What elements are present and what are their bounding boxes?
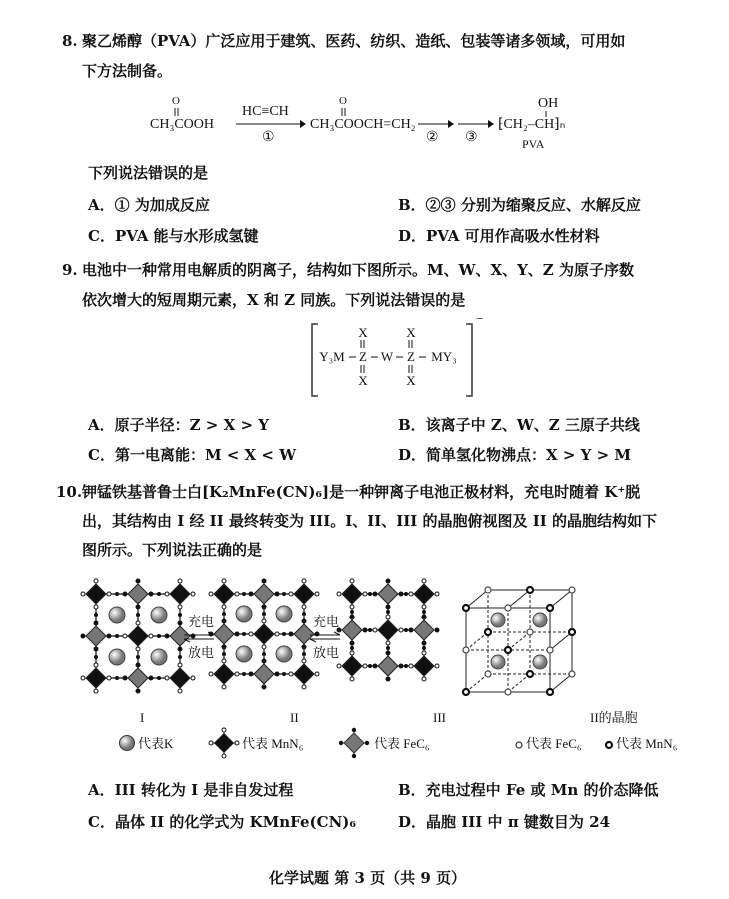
structure-i-topview [86,584,188,688]
cn-atom [404,664,408,668]
fec6-node-icon [514,740,524,750]
k-ion [151,607,167,623]
ligand-atom [289,672,293,676]
ligand-atom [262,579,266,583]
double-bond [341,108,347,116]
edge [508,632,530,650]
q10-option-c: C．晶体 II 的化学式为 KMnFe(CN)₆ [88,813,356,831]
mnn6-octahedron [128,626,148,646]
mnn6-node [463,605,469,611]
edge [466,590,488,608]
ligand-atom [222,619,226,623]
ligand-atom [222,579,226,583]
ligand-atom [81,592,85,596]
double-bond [360,365,366,373]
charge-label: 充电 [188,614,215,629]
q9-stem-line2: 依次增大的短周期元素，X 和 Z 同族。下列说法错误的是 [82,291,466,309]
ligand-atom [178,647,182,651]
ligand-atom [249,672,253,676]
mnn6-octahedron [86,584,106,604]
ligand-atom [136,579,140,583]
edge [550,632,572,650]
fec6-octahedron [378,656,398,676]
product-oh: OH [538,96,559,111]
ligand-atom [422,605,426,609]
ligand-atom [302,685,306,689]
mnn6-octahedron [342,584,362,604]
mnn6-node [505,647,511,653]
atom-w: W [380,349,394,364]
ligand-atom [386,641,390,645]
ligand-atom [94,579,98,583]
mnn6-octahedron [414,656,434,676]
cn-atom [157,634,161,638]
ligand-atom [422,641,426,645]
single-bond [396,356,403,358]
cn-atom [222,612,226,616]
q9-option-a: A．原子半径：Z > X > Y [88,416,269,434]
cn-atom [136,655,140,659]
mnn6-octahedron [170,668,190,688]
ligand-atom [435,628,439,632]
q10-stem-line3: 图所示。下列说法正确的是 [82,541,263,559]
label-i: I [140,710,145,725]
ligand-atom [136,663,140,667]
cn-atom [282,672,286,676]
label-iii: III [433,710,446,725]
ligand-atom [373,664,377,668]
ligand-atom [350,641,354,645]
mnn6-octahedron [254,624,274,644]
fec6-node [463,647,469,653]
ligand-atom [422,579,426,583]
ligand-atom [107,592,111,596]
ligand-atom [315,672,319,676]
cn-atom [422,610,426,614]
q10-stem-line1: 钾锰铁基普鲁士白[K₂MnFe(CN)₆]是一种钾离子电池正极材料，充电时随着 K⁺脱 [82,483,641,501]
charge-label: 充电 [313,614,340,629]
k-ion [151,649,167,665]
ligand-atom [386,651,390,655]
fec6-node [569,671,575,677]
ligand-atom [302,579,306,583]
mnn6-octahedron [342,656,362,676]
arrow-step3 [458,120,494,128]
cn-atom [178,655,182,659]
ligand-atom [123,592,127,596]
fec6-octahedron-icon [338,728,370,758]
ligand-atom [409,664,413,668]
mnn6-octahedron [294,664,314,684]
cn-atom [262,612,266,616]
ligand-atom [262,659,266,663]
ligand-atom [136,647,140,651]
cn-atom [94,655,98,659]
ligand-atom [275,672,279,676]
intermediate: CH₃COOCH=CH₂ [310,117,416,132]
cn-atom [222,652,226,656]
k-ion [533,655,547,669]
ligand-atom [81,676,85,680]
mnn6-node [485,629,491,635]
ligand-atom [262,685,266,689]
ligand-atom [178,621,182,625]
ligand-atom [222,605,226,609]
cn-atom [115,592,119,596]
carbonyl-o: O [172,95,180,107]
ligand-atom [350,677,354,681]
reactant: CH₃COOH [150,117,214,132]
cn-atom [178,613,182,617]
ligand-atom [107,676,111,680]
edge [466,632,488,650]
ligand-atom [149,676,153,680]
fec6-octahedron [378,584,398,604]
label-ii: II [290,710,299,725]
arrow-step1 [236,120,306,128]
structure-right: MY₃ [431,349,457,364]
mnn6-octahedron-icon [208,728,240,758]
ligand-atom [94,605,98,609]
page-footer: 化学试题 第 3 页（共 9 页） [269,869,466,887]
double-bond [408,340,414,348]
step3-label: ③ [465,130,478,145]
cn-atom [157,592,161,596]
ligand-atom [191,592,195,596]
ligand-atom [409,592,413,596]
cn-atom [368,664,372,668]
q8-option-c: C．PVA 能与水形成氢键 [88,227,259,245]
q9-number: 9. [62,261,78,279]
edge [550,590,572,608]
k-ion [533,613,547,627]
ligand-atom [373,592,377,596]
q8-stem-line2: 下方法制备。 [82,62,173,80]
ligand-atom [209,592,213,596]
ligand-atom [94,663,98,667]
fec6-octahedron [342,620,362,640]
ligand-atom [399,592,403,596]
structure-left: Y₃M [319,349,345,364]
atom-x: X [358,325,368,340]
structure-iii-topview [342,584,430,688]
fec6-node [569,587,575,593]
fec6-octahedron [254,664,274,684]
q9-option-c: C．第一电离能：M < X < W [88,446,297,464]
q8-option-d: D．PVA 可用作高吸水性材料 [398,227,600,245]
ligand-atom [386,605,390,609]
cn-atom [386,610,390,614]
ligand-atom [123,676,127,680]
mnn6-node-icon [604,740,614,750]
ligand-atom [422,615,426,619]
ligand-atom [249,632,253,636]
ligand-atom [262,619,266,623]
carbonyl-o: O [339,95,347,107]
cn-atom [115,634,119,638]
equilibrium-arrows [310,632,342,642]
ligand-atom [222,659,226,663]
cn-atom [368,592,372,596]
ligand-atom [350,605,354,609]
ligand-atom [222,645,226,649]
cn-atom [242,592,246,596]
cn-atom [302,652,306,656]
atom-x: X [406,373,416,388]
cn-atom [302,612,306,616]
atom-z: Z [407,349,415,364]
mnn6-octahedron [378,620,398,640]
legend-cell-fec6: 代表 FeC₆ [526,736,582,751]
ligand-atom [289,592,293,596]
ligand-atom [373,628,377,632]
ligand-atom [363,628,367,632]
ligand-atom [178,605,182,609]
cn-atom [136,613,140,617]
single-bond [349,356,356,358]
ligand-atom [422,651,426,655]
cn-atom [115,676,119,680]
legend-mnn6: 代表 MnN₆ [242,736,304,751]
mnn6-node [547,689,553,695]
fec6-octahedron [414,620,434,640]
ligand-atom [409,628,413,632]
fec6-node [527,629,533,635]
step2-label: ② [426,130,439,145]
ligand-atom [386,677,390,681]
q8-option-a: A．① 为加成反应 [88,196,210,214]
edge [508,590,530,608]
cn-atom [242,632,246,636]
mnn6-octahedron [214,664,234,684]
ligand-atom [399,628,403,632]
ligand-atom [363,664,367,668]
ligand-atom [235,592,239,596]
fec6-octahedron [128,584,148,604]
ligand-atom [435,664,439,668]
k-ion [276,646,292,662]
edge [466,674,488,692]
ligand-atom [123,634,127,638]
cn-atom [282,632,286,636]
q10-option-b: B．充电过程中 Fe 或 Mn 的价态降低 [398,781,659,799]
ligand-atom [275,592,279,596]
cn-atom [422,646,426,650]
q8-stem-line1: 聚乙烯醇（PVA）广泛应用于建筑、医药、纺织、造纸、包装等诸多领域，可用如 [82,32,626,50]
k-ion [491,613,505,627]
ligand-atom [94,647,98,651]
ligand-atom [422,677,426,681]
q10-option-a: A．III 转化为 I 是非自发过程 [88,781,294,799]
ligand-atom [262,605,266,609]
double-bond [360,340,366,348]
ligand-atom [165,592,169,596]
ligand-atom [235,672,239,676]
k-ion [236,646,252,662]
ligand-atom [136,621,140,625]
legend-cell-mnn6: 代表 MnN₆ [616,736,678,751]
fec6-node [547,647,553,653]
q9-option-d: D．简单氢化物沸点：X > Y > M [398,446,631,464]
q9-stem-line1: 电池中一种常用电解质的阴离子，结构如下图所示。M、W、X、Y、Z 为原子序数 [82,261,634,279]
fec6-node [505,605,511,611]
ligand-atom [262,645,266,649]
k-ion [276,606,292,622]
mnn6-node [527,587,533,593]
ligand-atom [275,632,279,636]
fec6-node [485,587,491,593]
ligand-atom [315,592,319,596]
cn-atom [350,646,354,650]
structure-ii-unit-cell [458,584,576,692]
fec6-octahedron [128,668,148,688]
q9-option-b: B．该离子中 Z、W、Z 三原子共线 [398,416,640,434]
k-ion [236,606,252,622]
cn-atom [282,592,286,596]
cn-atom [404,592,408,596]
edge [550,674,572,692]
discharge-label: 放电 [313,645,340,660]
double-bond [174,108,180,116]
atom-x: X [406,325,416,340]
mnn6-octahedron [86,668,106,688]
product-name: PVA [522,137,545,151]
mnn6-octahedron [170,584,190,604]
q8-prompt: 下列说法错误的是 [88,164,209,182]
ligand-atom [363,592,367,596]
ligand-atom [149,634,153,638]
single-bond [419,356,426,358]
ligand-atom [302,619,306,623]
cn-atom [157,676,161,680]
equilibrium-arrows [184,632,216,642]
ligand-atom [178,689,182,693]
ligand-atom [350,651,354,655]
cn-atom [242,672,246,676]
atom-x: X [358,373,368,388]
double-bond [408,365,414,373]
mnn6-octahedron [214,584,234,604]
ligand-atom [209,672,213,676]
edge [508,674,530,692]
ligand-atom [94,689,98,693]
ligand-atom [302,605,306,609]
fec6-octahedron [86,626,106,646]
ligand-atom [337,664,341,668]
legend-fec6: 代表 FeC₆ [374,736,430,751]
cn-atom [350,610,354,614]
ligand-atom [149,592,153,596]
q10-stem-line2: 出，其结构由 I 经 II 最终转变为 III。I、II、III 的晶胞俯视图及 II 的晶胞结构如下 [82,512,658,530]
ligand-atom [435,592,439,596]
fec6-octahedron [254,584,274,604]
mnn6-octahedron [294,584,314,604]
q10-number: 10. [56,483,83,501]
ligand-atom [249,592,253,596]
structure-ii-topview [214,584,310,688]
ligand-atom [165,634,169,638]
q8-option-b: B．②③ 分别为缩聚反应、水解反应 [398,196,641,214]
fec6-node [485,671,491,677]
ligand-atom [136,605,140,609]
q10-option-d: D．晶胞 III 中 π 键数目为 24 [398,813,611,831]
ligand-atom [386,615,390,619]
ligand-atom [399,664,403,668]
k-ion [109,607,125,623]
cn-atom [368,628,372,632]
ligand-atom [235,632,239,636]
legend-k: 代表K [138,736,174,751]
k-ion [109,649,125,665]
arrow-step2 [418,120,454,128]
ligand-atom [222,685,226,689]
ligand-atom [178,579,182,583]
cn-atom [262,652,266,656]
cn-atom [404,628,408,632]
single-bond [371,356,378,358]
label-ii-cell: II的晶胞 [590,710,638,725]
charge: − [476,311,484,326]
ligand-atom [165,676,169,680]
ligand-atom [191,676,195,680]
product: ⁅CH₂–CH⁆ₙ [498,117,566,132]
mnn6-node [547,605,553,611]
discharge-label: 放电 [188,645,215,660]
cn-atom [94,613,98,617]
ligand-atom [350,615,354,619]
ligand-atom [107,634,111,638]
ligand-atom [94,621,98,625]
fec6-node [505,689,511,695]
ligand-atom [302,659,306,663]
ligand-atom [136,689,140,693]
ligand-atom [337,592,341,596]
ligand-atom [386,579,390,583]
k-sphere-icon [118,734,136,752]
ligand-atom [350,579,354,583]
step1-label: ① [262,130,275,145]
mnn6-octahedron [414,584,434,604]
reagent: HC≡CH [242,104,289,119]
mnn6-node [569,629,575,635]
fec6-octahedron [214,624,234,644]
ligand-atom [178,663,182,667]
k-ion [491,655,505,669]
atom-z: Z [359,349,367,364]
ligand-atom [81,634,85,638]
cn-atom [386,646,390,650]
q8-number: 8. [62,32,78,50]
mnn6-node [527,671,533,677]
mnn6-node [463,689,469,695]
ligand-atom [289,632,293,636]
ligand-atom [302,645,306,649]
